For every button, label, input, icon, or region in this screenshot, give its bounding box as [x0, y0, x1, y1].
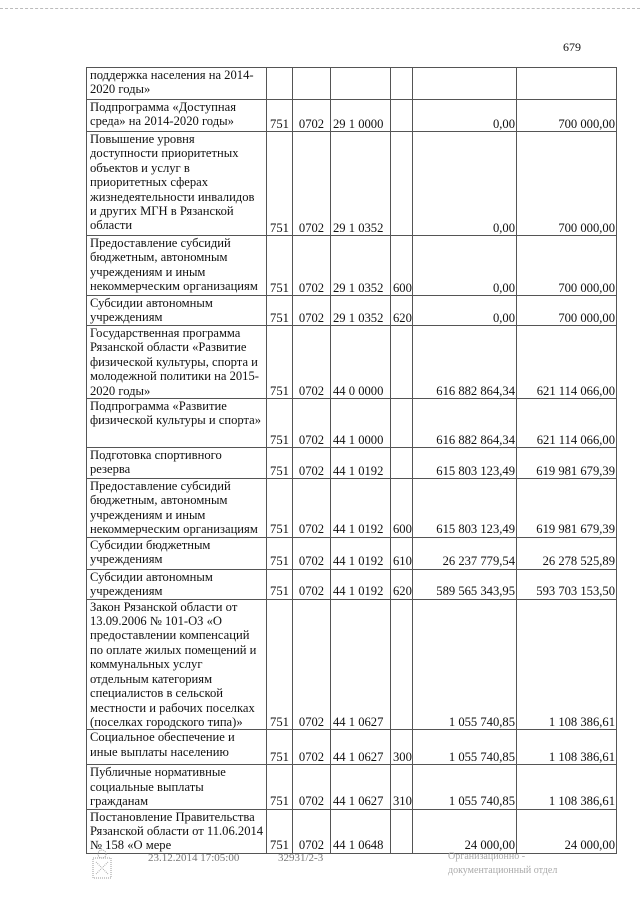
expense-type-code [391, 399, 413, 448]
row-name: Субсидии автономным учреждениям [87, 296, 267, 326]
table-row [87, 479, 617, 538]
expense-type-code [391, 68, 413, 100]
grbs-code: 751 [267, 399, 293, 448]
target-article-code: 44 1 0192 [331, 569, 391, 599]
table-row [87, 326, 617, 399]
section-code: 0702 [293, 296, 331, 326]
target-article-code: 44 1 0627 [331, 599, 391, 730]
grbs-code: 751 [267, 537, 293, 569]
amount-2014: 615 803 123,49 [413, 448, 517, 479]
row-name: Субсидии автономным учреждениям [87, 569, 267, 599]
amount-2015: 700 000,00 [517, 132, 617, 236]
expense-type-code: 600 [391, 479, 413, 538]
expense-type-code: 620 [391, 569, 413, 599]
amount-2014: 615 803 123,49 [413, 479, 517, 538]
section-code: 0702 [293, 448, 331, 479]
table-row [87, 132, 617, 236]
section-code: 0702 [293, 809, 331, 853]
amount-2015: 619 981 679,39 [517, 448, 617, 479]
section-code: 0702 [293, 399, 331, 448]
grbs-code: 751 [267, 809, 293, 853]
expense-type-code: 300 [391, 730, 413, 765]
row-name: Предоставление субсидий бюджетным, автономным учреждениям и иным некоммерческим организациям [87, 236, 267, 296]
target-article-code: 29 1 0352 [331, 132, 391, 236]
table-row [87, 68, 617, 100]
grbs-code: 751 [267, 100, 293, 132]
row-name: поддержка населения на 2014-2020 годы» [87, 68, 267, 100]
table-row [87, 809, 617, 853]
amount-2014: 1 055 740,85 [413, 765, 517, 809]
expense-type-code [391, 809, 413, 853]
amount-2015: 593 703 153,50 [517, 569, 617, 599]
amount-2014: 0,00 [413, 132, 517, 236]
amount-2015: 26 278 525,89 [517, 537, 617, 569]
grbs-code: 751 [267, 730, 293, 765]
section-code: 0702 [293, 730, 331, 765]
amount-2014: 0,00 [413, 296, 517, 326]
section-code: 0702 [293, 765, 331, 809]
target-article-code: 44 0 0000 [331, 326, 391, 399]
row-name: Подпрограмма «Развитие физической культуры и спорта» [87, 399, 267, 448]
amount-2014: 26 237 779,54 [413, 537, 517, 569]
grbs-code: 751 [267, 765, 293, 809]
row-name: Социальное обеспечение и иные выплаты населению [87, 730, 267, 765]
row-name: Государственная программа Рязанской области «Развитие физической культуры, спорта и молодежной политики на 2015-2020 годы» [87, 326, 267, 399]
footer-datetime: 23.12.2014 17:05:00 [148, 852, 240, 864]
row-name: Закон Рязанской области от 13.09.2006 № 101-ОЗ «О предоставлении компенсаций по оплате жилых помещений и коммунальных услуг отдельным категориям специалистов в сельской местности и рабочих поселках (поселках городского типа)» [87, 599, 267, 730]
page-number: 679 [563, 40, 581, 54]
section-code: 0702 [293, 326, 331, 399]
amount-2014: 24 000,00 [413, 809, 517, 853]
amount-2015: 700 000,00 [517, 236, 617, 296]
expense-type-code [391, 100, 413, 132]
table-row [87, 765, 617, 809]
expense-type-code: 600 [391, 236, 413, 296]
amount-2015: 1 108 386,61 [517, 765, 617, 809]
amount-2014: 616 882 864,34 [413, 399, 517, 448]
section-code: 0702 [293, 132, 331, 236]
table-row [87, 569, 617, 599]
table-row [87, 537, 617, 569]
footer-department: Организационно - документационный отдел [448, 851, 558, 876]
footer-doc-code: 32931/2-3 [278, 852, 324, 864]
row-name: Подпрограмма «Доступная среда» на 2014-2020 годы» [87, 100, 267, 132]
table-row [87, 399, 617, 448]
target-article-code: 44 1 0192 [331, 479, 391, 538]
target-article-code: 44 1 0000 [331, 399, 391, 448]
section-code: 0702 [293, 236, 331, 296]
grbs-code: 751 [267, 599, 293, 730]
grbs-code: 751 [267, 236, 293, 296]
section-code: 0702 [293, 479, 331, 538]
expense-type-code [391, 132, 413, 236]
amount-2014: 589 565 343,95 [413, 569, 517, 599]
target-article-code: 44 1 0648 [331, 809, 391, 853]
expense-type-code: 610 [391, 537, 413, 569]
amount-2014: 1 055 740,85 [413, 599, 517, 730]
amount-2015: 1 108 386,61 [517, 599, 617, 730]
target-article-code: 44 1 0192 [331, 448, 391, 479]
expense-type-code [391, 326, 413, 399]
grbs-code: 751 [267, 326, 293, 399]
expense-type-code: 620 [391, 296, 413, 326]
section-code [293, 68, 331, 100]
target-article-code: 44 1 0627 [331, 730, 391, 765]
scan-edge-line [0, 8, 640, 9]
target-article-code: 29 1 0000 [331, 100, 391, 132]
expense-type-code [391, 599, 413, 730]
target-article-code: 29 1 0352 [331, 296, 391, 326]
grbs-code: 751 [267, 569, 293, 599]
row-name: Подготовка спортивного резерва [87, 448, 267, 479]
expense-type-code [391, 448, 413, 479]
target-article-code: 29 1 0352 [331, 236, 391, 296]
table-row [87, 236, 617, 296]
section-code: 0702 [293, 100, 331, 132]
row-name: Публичные нормативные социальные выплаты гражданам [87, 765, 267, 809]
amount-2015: 1 108 386,61 [517, 730, 617, 765]
amount-2014 [413, 68, 517, 100]
grbs-code: 751 [267, 296, 293, 326]
row-name: Предоставление субсидий бюджетным, автономным учреждениям и иным некоммерческим организациям [87, 479, 267, 538]
target-article-code [331, 68, 391, 100]
row-name: Повышение уровня доступности приоритетных объектов и услуг в приоритетных сферах жизнедеятельности инвалидов и других МГН в Рязанской области [87, 132, 267, 236]
amount-2014: 1 055 740,85 [413, 730, 517, 765]
table-row [87, 100, 617, 132]
table-row [87, 448, 617, 479]
amount-2015: 619 981 679,39 [517, 479, 617, 538]
grbs-code: 751 [267, 132, 293, 236]
amount-2014: 616 882 864,34 [413, 326, 517, 399]
amount-2015: 700 000,00 [517, 100, 617, 132]
coat-of-arms-icon [90, 848, 114, 880]
target-article-code: 44 1 0192 [331, 537, 391, 569]
expense-type-code: 310 [391, 765, 413, 809]
amount-2015: 621 114 066,00 [517, 399, 617, 448]
row-name: Субсидии бюджетным учреждениям [87, 537, 267, 569]
table-row [87, 730, 617, 765]
section-code: 0702 [293, 569, 331, 599]
grbs-code: 751 [267, 448, 293, 479]
row-name: Постановление Правительства Рязанской области от 11.06.2014 № 158 «О мере [87, 809, 267, 853]
budget-table [86, 67, 617, 854]
amount-2015: 700 000,00 [517, 296, 617, 326]
target-article-code: 44 1 0627 [331, 765, 391, 809]
grbs-code: 751 [267, 479, 293, 538]
amount-2014: 0,00 [413, 236, 517, 296]
table-row [87, 296, 617, 326]
amount-2015: 621 114 066,00 [517, 326, 617, 399]
table-row [87, 599, 617, 730]
amount-2015: 24 000,00 [517, 809, 617, 853]
section-code: 0702 [293, 599, 331, 730]
amount-2015 [517, 68, 617, 100]
section-code: 0702 [293, 537, 331, 569]
amount-2014: 0,00 [413, 100, 517, 132]
grbs-code [267, 68, 293, 100]
